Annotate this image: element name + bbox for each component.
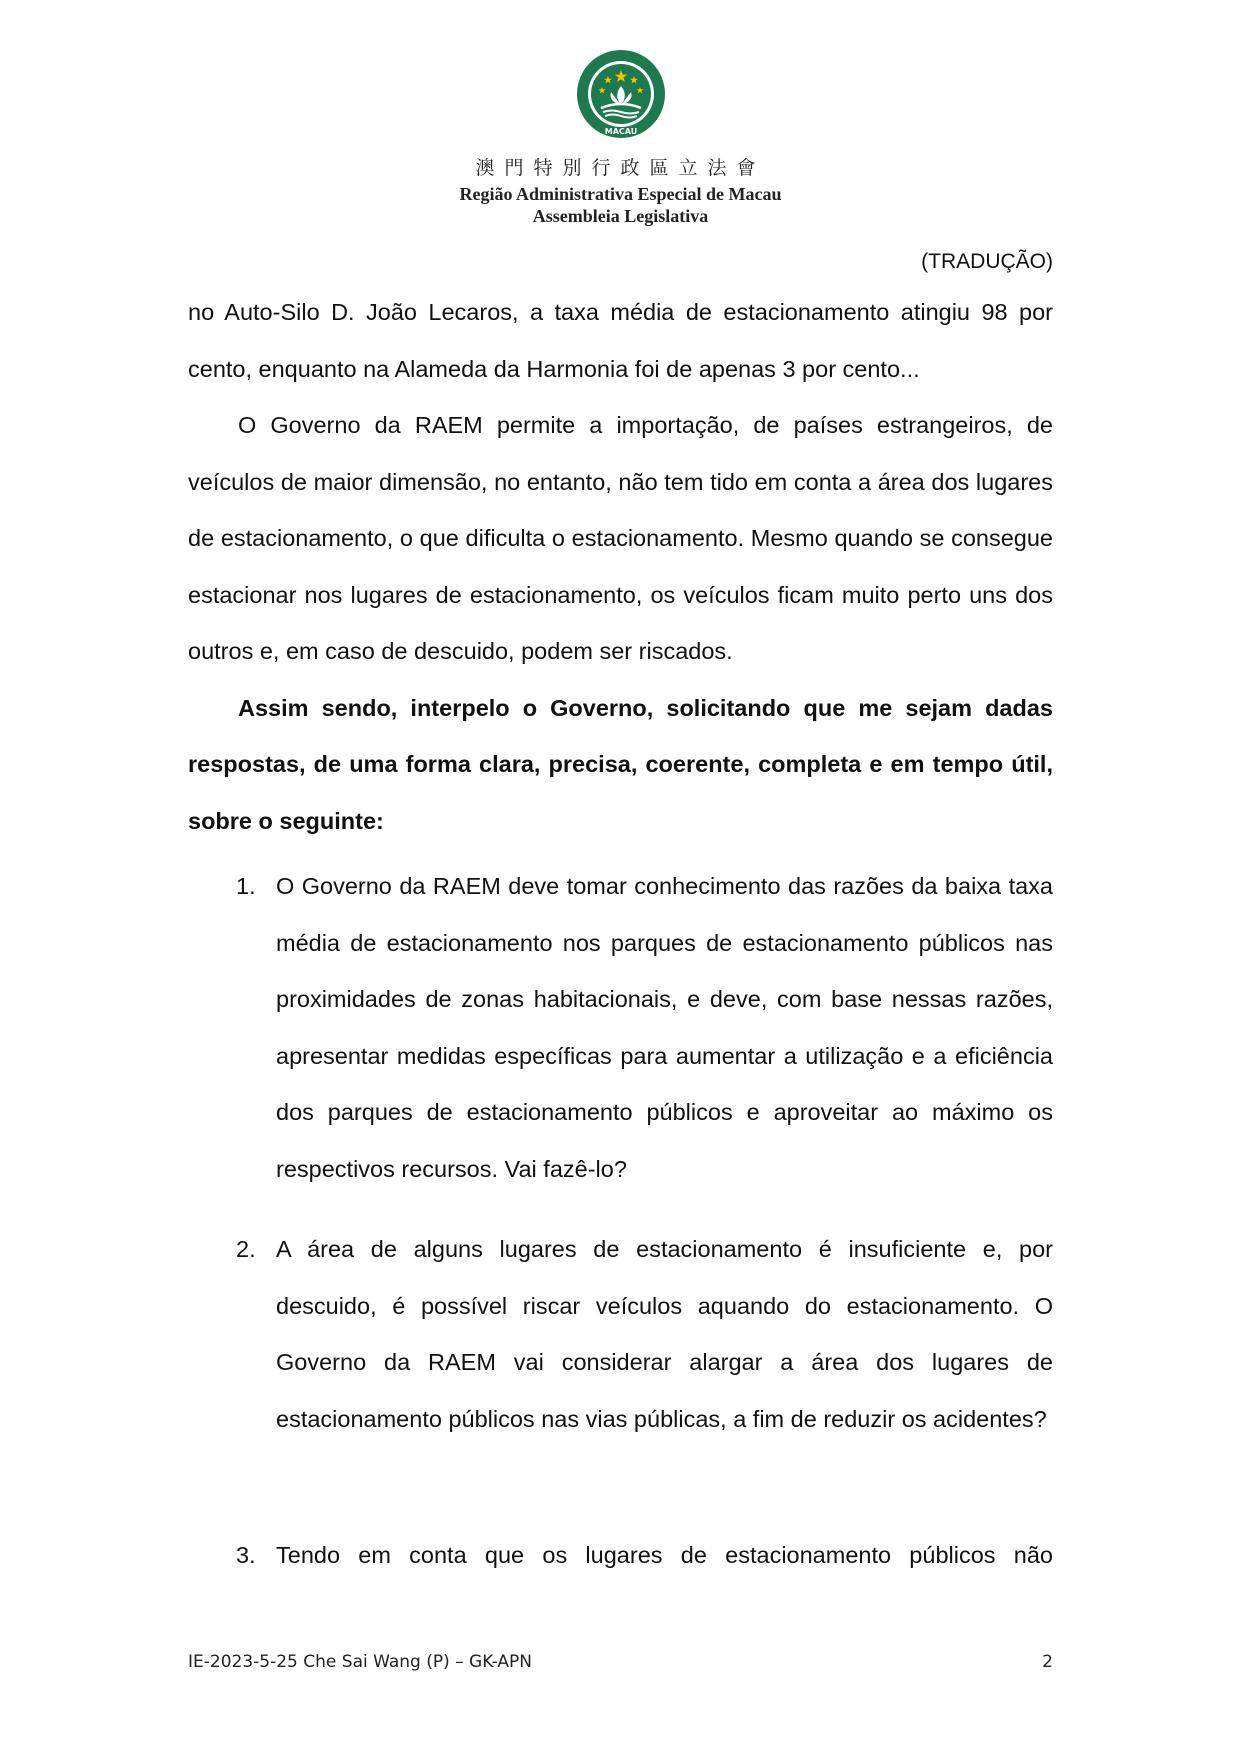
footer-reference: IE-2023-5-25 Che Sai Wang (P) – GK-APN: [188, 1652, 532, 1672]
question-number: 3.: [236, 1542, 256, 1568]
question-list-item: [188, 1221, 1053, 1447]
paragraph: O Governo da RAEM permite a importação, de países estrangeiros, de veículos de maior dimensão, no entanto, não tem tido em conta a área dos lugares de estacionamento, o que dificulta o estacionamento. Mesmo quando se consegue estacionar nos lugares de estacionamento, os veículos ficam muito perto uns dos outros e, em caso de descuido, podem ser riscados.: [188, 412, 1053, 664]
paragraph: no Auto-Silo D. João Lecaros, a taxa média de estacionamento atingiu 98 por cento, enquanto na Alameda da Harmonia foi de apenas 3 por cento...: [188, 299, 1053, 382]
header-region-name: Região Administrativa Especial de Macau: [459, 184, 782, 204]
page-number: 2: [1042, 1652, 1053, 1672]
question-list-item: [188, 1527, 1053, 1584]
question-text: O Governo da RAEM deve tomar conhecimento das razões da baixa taxa média de estacionamento nos parques de estacionamento públicos nas proximidades de zonas habitacionais, e deve, com base nessas razões, apresentar medidas específicas para aumentar a utilização e a eficiência dos parques de estacionamento públicos e aproveitar ao máximo os respectivos recursos. Vai fazê-lo?: [276, 873, 1053, 1182]
question-number: 1.: [236, 873, 256, 899]
svg-text:MACAU: MACAU: [604, 127, 638, 136]
body-text: [188, 284, 1053, 849]
macau-emblem-icon: [575, 48, 667, 140]
paragraph-request: Assim sendo, interpelo o Governo, solicitando que me sejam dadas respostas, de uma forma clara, precisa, coerente, completa e em tempo útil, sobre o seguinte:: [188, 694, 1053, 834]
question-number: 2.: [236, 1236, 256, 1262]
question-list-item: [188, 858, 1053, 1197]
header-assembly-name: Assembleia Legislativa: [532, 206, 709, 226]
question-text: Tendo em conta que os lugares de estacionamento públicos não: [276, 1542, 1053, 1568]
header-chinese-title: 澳門特別行政區立法會: [475, 157, 766, 179]
question-text: A área de alguns lugares de estacionamento é insuficiente e, por descuido, é possível riscar veículos aquando do estacionamento. O Governo da RAEM vai considerar alargar a área dos lugares de estacionamento públicos nas vias públicas, a fim de reduzir os acidentes?: [276, 1236, 1053, 1432]
translation-tag: (TRADUÇÃO): [921, 250, 1053, 273]
